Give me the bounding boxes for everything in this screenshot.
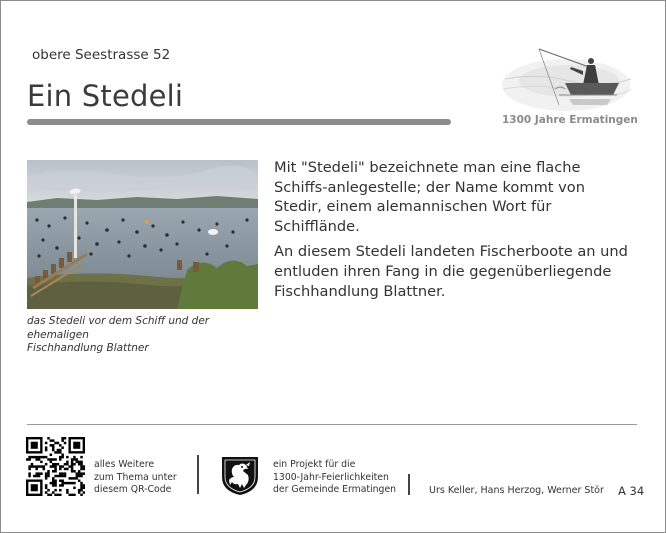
- address-line: obere Seestrasse 52: [32, 47, 171, 63]
- qr-hint-line: alles Weitere: [94, 459, 155, 470]
- body-paragraph: Mit "Stedeli" bezeichnete man eine flache Schiffs-anlegestelle; der Name kommt von Stedir, einem alemannischen Wort für Schifflände.: [274, 159, 585, 235]
- project-note-line: 1300-Jahr-Feierlichkeiten: [273, 471, 389, 483]
- footer-divider: [27, 424, 637, 425]
- qr-hint-line: zum Thema unter: [94, 471, 177, 483]
- logo-text: 1300 Jahre Ermatingen: [502, 114, 638, 126]
- qr-hint-line: diesem QR-Code: [94, 484, 172, 495]
- body-paragraph: An diesem Stedeli landeten Fischerboote an und entluden ihren Fang in die gegenüberliegende Fischhandlung Blattner.: [274, 243, 628, 300]
- caption-line: das Stedeli vor dem Schiff und der ehemaligen: [27, 315, 210, 341]
- qr-code-icon: [26, 437, 85, 496]
- footer-separator: [408, 474, 410, 495]
- page-number: A 34: [618, 484, 645, 498]
- page-title: Ein Stedeli: [27, 79, 184, 113]
- title-underline: [27, 119, 451, 125]
- project-note-line: der Gemeinde Ermatingen: [273, 484, 397, 495]
- authors: Urs Keller, Hans Herzog, Werner Stör: [429, 485, 604, 496]
- photo-caption: [27, 315, 267, 356]
- footer-separator: [197, 455, 199, 494]
- qr-code[interactable]: [26, 437, 85, 496]
- caption-line: Fischhandlung Blattner: [27, 342, 149, 354]
- coat-of-arms-icon: [220, 455, 260, 496]
- qr-hint: [94, 459, 177, 497]
- anniversary-logo: [499, 45, 638, 129]
- stedeli-photo: [27, 160, 258, 309]
- project-note-line: ein Projekt für die: [273, 459, 356, 470]
- body-text: [274, 158, 634, 307]
- project-note: [273, 459, 396, 497]
